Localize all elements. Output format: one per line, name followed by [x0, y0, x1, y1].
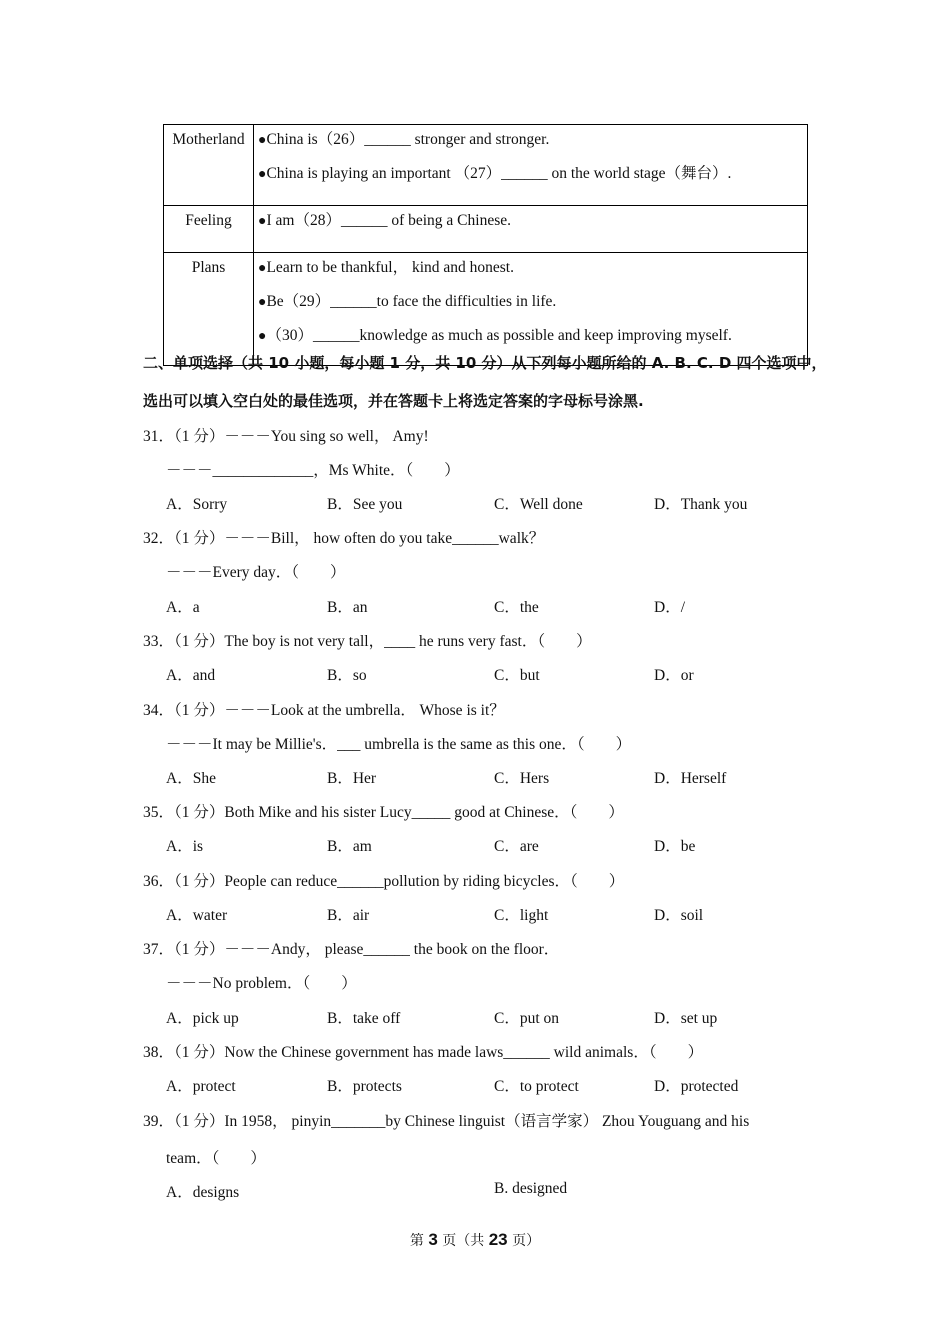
- page-total: 23: [488, 1230, 508, 1249]
- question-stem: 38．（1 分）Now the Chinese government has made laws______ wild animals．（ ）: [143, 1044, 704, 1061]
- option-b: B．am: [327, 838, 372, 855]
- option-a: A．She: [166, 770, 216, 787]
- option-b: B. designed: [494, 1180, 568, 1197]
- question-continuation: team．（ ）: [166, 1150, 266, 1167]
- table-line: China is playing an important （27）______ on the world stage（舞台）.: [266, 165, 732, 182]
- option-b: B．See you: [327, 496, 403, 513]
- section-instruction: 选出可以填入空白处的最佳选项，并在答题卡上将选定答案的字母标号涂黑.: [143, 392, 644, 410]
- option-b: B．an: [327, 599, 368, 616]
- option-d: D．/: [654, 599, 686, 616]
- question-continuation: －－－It may be Millie's．___ umbrella is the same as this one．（ ）: [166, 736, 632, 753]
- option-c: C．the: [494, 599, 539, 616]
- content-cell: [254, 125, 808, 206]
- option-a: A．and: [166, 667, 216, 684]
- option-a: A．designs: [166, 1184, 240, 1201]
- option-b: B．take off: [327, 1010, 401, 1027]
- question-stem: 31．（1 分）－－－You sing so well， Amy!: [143, 428, 429, 445]
- category-cell: Plans: [164, 253, 254, 366]
- option-c: C．light: [494, 907, 549, 924]
- question-stem: 35．（1 分）Both Mike and his sister Lucy_____ good at Chinese．（ ）: [143, 804, 624, 821]
- question-continuation: －－－Every day．（ ）: [166, 564, 346, 581]
- option-d: D．be: [654, 838, 696, 855]
- outline-table: [163, 124, 808, 366]
- option-a: A．pick up: [166, 1010, 239, 1027]
- bullet-icon: ●: [258, 167, 267, 182]
- category-cell: Feeling: [164, 206, 254, 253]
- option-d: D．Herself: [654, 770, 727, 787]
- category-cell: Motherland: [164, 125, 254, 206]
- option-d: D．protected: [654, 1078, 739, 1095]
- table-line: China is（26）______ stronger and stronger.: [266, 131, 550, 148]
- question-continuation: －－－_____________，Ms White．（ ）: [166, 462, 460, 479]
- table-line: Learn to be thankful， kind and honest.: [266, 259, 514, 276]
- option-b: B．so: [327, 667, 367, 684]
- question-stem: 39．（1 分）In 1958， pinyin_______by Chinese linguist（语言学家） Zhou Youguang and his: [143, 1113, 750, 1130]
- option-b: B．protects: [327, 1078, 402, 1095]
- option-b: B．Her: [327, 770, 377, 787]
- table-line: Be（29）______to face the difficulties in life.: [266, 293, 557, 310]
- bullet-icon: ●: [258, 261, 267, 276]
- option-d: D．set up: [654, 1010, 718, 1027]
- table-row: [164, 206, 808, 253]
- content-cell: [254, 253, 808, 366]
- bullet-icon: ●: [258, 133, 267, 148]
- option-c: C．Well done: [494, 496, 583, 513]
- page-number: 3: [428, 1230, 438, 1249]
- option-b: B．air: [327, 907, 370, 924]
- question-stem: 37．（1 分）－－－Andy， please______ the book on the floor．: [143, 941, 560, 958]
- option-d: D．soil: [654, 907, 704, 924]
- option-c: C．to protect: [494, 1078, 579, 1095]
- option-a: A．is: [166, 838, 204, 855]
- bullet-icon: ●: [258, 295, 267, 310]
- content-cell: [254, 206, 808, 253]
- option-a: A．protect: [166, 1078, 236, 1095]
- page-footer: 第 3 页（共 23 页）: [409, 1230, 541, 1249]
- question-stem: 34．（1 分）－－－Look at the umbrella． Whose is it？: [143, 702, 505, 719]
- option-a: A．a: [166, 599, 200, 616]
- question-stem: 32．（1 分）－－－Bill， how often do you take______walk？: [143, 530, 545, 547]
- bullet-icon: ●: [258, 329, 267, 344]
- question-stem: 33．（1 分）The boy is not very tall，____ he runs very fast．（ ）: [143, 633, 592, 650]
- option-a: A．Sorry: [166, 496, 228, 513]
- option-c: C．are: [494, 838, 539, 855]
- option-d: D．or: [654, 667, 694, 684]
- table-line: （30）______knowledge as much as possible and keep improving myself.: [266, 327, 732, 344]
- table-line: I am（28）______ of being a Chinese.: [266, 212, 511, 229]
- question-stem: 36．（1 分）People can reduce______pollution by riding bicycles．（ ）: [143, 873, 625, 890]
- option-d: D．Thank you: [654, 496, 748, 513]
- option-a: A．water: [166, 907, 228, 924]
- table-row: [164, 125, 808, 206]
- table-row: [164, 253, 808, 366]
- section-heading: 二、单项选择（共 10 小题，每小题 1 分，共 10 分）从下列每小题所给的 A. B. C. D 四个选项中，: [143, 354, 827, 372]
- option-c: C．put on: [494, 1010, 560, 1027]
- option-c: C．Hers: [494, 770, 550, 787]
- bullet-icon: ●: [258, 214, 267, 229]
- option-c: C．but: [494, 667, 540, 684]
- question-continuation: －－－No problem．（ ）: [166, 975, 357, 992]
